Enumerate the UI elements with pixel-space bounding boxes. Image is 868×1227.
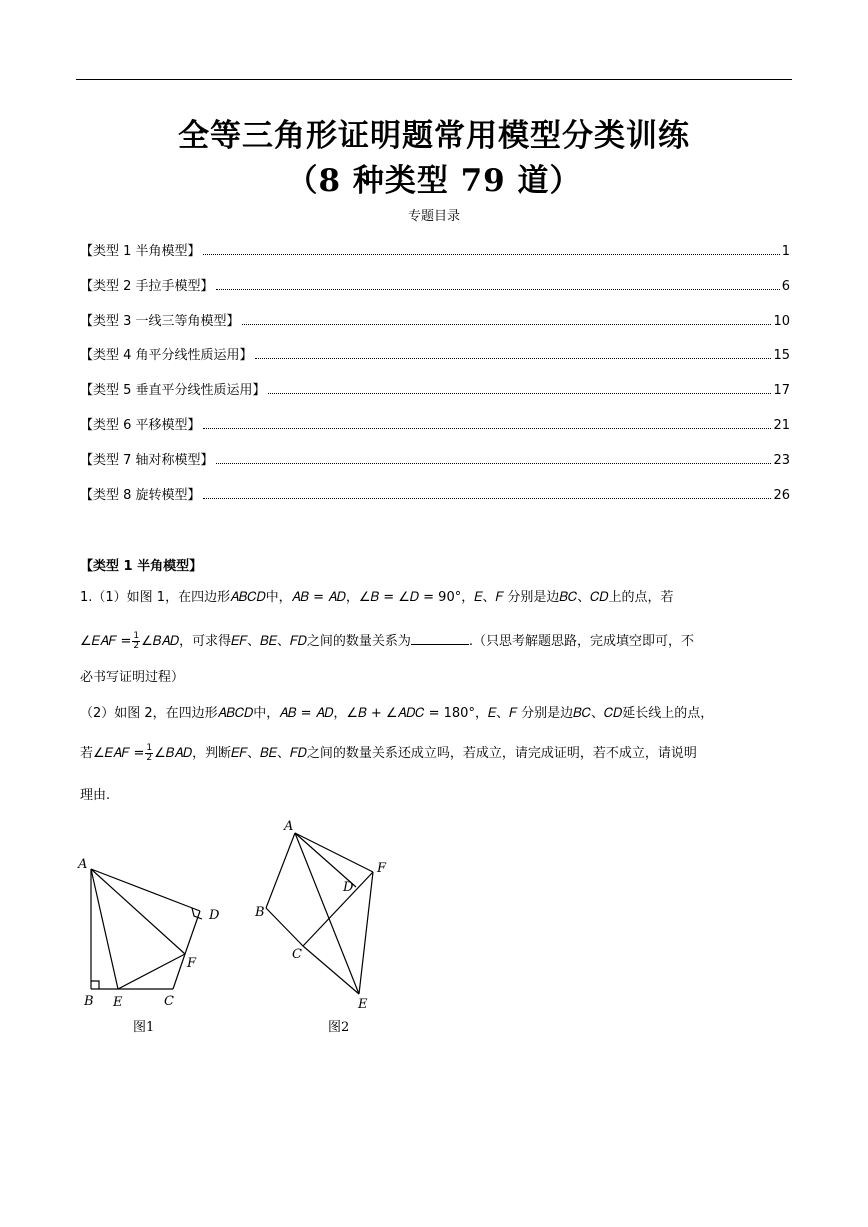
toc-entry-label: 【类型 7 轴对称模型】 bbox=[80, 452, 214, 468]
question-1-line-2 bbox=[80, 630, 790, 652]
fig1-label-e: E bbox=[113, 995, 123, 1010]
toc-entry-label: 【类型 2 手拉手模型】 bbox=[80, 278, 214, 294]
toc-entry[interactable] bbox=[80, 414, 790, 449]
toc-leader-dots bbox=[203, 498, 772, 499]
fraction-denominator: 2 bbox=[133, 641, 140, 651]
fig1-label-f: F bbox=[187, 956, 197, 971]
fig2-label-e: E bbox=[358, 997, 368, 1012]
fig2-label-a: A bbox=[284, 819, 294, 834]
figure-1 bbox=[91, 869, 202, 989]
fig1-label-d: D bbox=[209, 908, 220, 923]
fig2-label-d: D bbox=[343, 880, 354, 895]
section-heading: 【类型 1 半角模型】 bbox=[80, 559, 203, 574]
question-1-line-1: 1.（1）如图 1，在四边形𝐴𝐵𝐶𝐷中，𝐴𝐵 = 𝐴𝐷，∠𝐵 = ∠𝐷 = 90°，𝐸、𝐹 分别是边𝐵𝐶、𝐶𝐷上的点，若 bbox=[80, 590, 674, 605]
toc-entry-page: 17 bbox=[773, 383, 790, 399]
toc-entry-page: 15 bbox=[773, 348, 790, 364]
question-text: ∠𝐵𝐴𝐷，可求得𝐸𝐹、𝐵𝐸、𝐹𝐷之间的数量关系为 bbox=[141, 634, 411, 649]
fig2-edge-af bbox=[295, 833, 373, 872]
fig2-label-c: C bbox=[292, 947, 302, 962]
fig2-edge-ae bbox=[295, 833, 359, 994]
toc-entry[interactable] bbox=[80, 240, 790, 275]
question-2-line-2 bbox=[80, 744, 790, 764]
toc-entry[interactable] bbox=[80, 310, 790, 345]
fig2-edge-cf bbox=[303, 872, 373, 946]
question-text: 若∠𝐸𝐴𝐹 = bbox=[80, 746, 145, 761]
question-2-line-1: （2）如图 2，在四边形𝐴𝐵𝐶𝐷中，𝐴𝐵 = 𝐴𝐷，∠𝐵 + ∠𝐴𝐷𝐶 = 180°，𝐸、𝐹 分别是边𝐵𝐶、𝐶𝐷延长线上的点， bbox=[80, 706, 714, 721]
fig2-label-b: B bbox=[255, 905, 265, 920]
toc-leader-dots bbox=[216, 463, 772, 464]
toc-entry-page: 23 bbox=[773, 452, 790, 468]
page-subtitle: （8 种类型 79 道） bbox=[286, 163, 582, 199]
toc-entry[interactable] bbox=[80, 379, 790, 414]
fig1-label-c: C bbox=[164, 994, 174, 1009]
toc-entry-page: 21 bbox=[773, 417, 790, 433]
fig2-edge-bc bbox=[266, 908, 303, 946]
question-1-line-3: 必书写证明过程） bbox=[80, 670, 185, 685]
toc-entry-label: 【类型 5 垂直平分线性质运用】 bbox=[80, 383, 266, 399]
fig1-edge-ad bbox=[91, 869, 200, 911]
toc-entry-label: 【类型 8 旋转模型】 bbox=[80, 487, 201, 503]
fig2-edge-ef bbox=[359, 872, 373, 994]
fraction-denominator: 2 bbox=[146, 753, 153, 763]
toc-list bbox=[80, 240, 790, 518]
question-2-line-3: 理由. bbox=[80, 788, 111, 803]
toc-entry-label: 【类型 6 平移模型】 bbox=[80, 417, 201, 433]
toc-entry[interactable] bbox=[80, 344, 790, 379]
fig1-edge-ae bbox=[91, 869, 118, 989]
figure-2 bbox=[266, 833, 373, 994]
fraction-half bbox=[132, 632, 140, 651]
fig2-edge-ce bbox=[303, 946, 359, 994]
top-rule bbox=[76, 79, 792, 80]
toc-leader-dots bbox=[203, 254, 780, 255]
toc-leader-dots bbox=[268, 393, 772, 394]
toc-leader-dots bbox=[242, 324, 772, 325]
fig1-edge-af bbox=[91, 869, 185, 954]
fig2-label-f: F bbox=[377, 861, 387, 876]
toc-entry-page: 10 bbox=[773, 313, 790, 329]
toc-leader-dots bbox=[203, 428, 772, 429]
page-title: 全等三角形证明题常用模型分类训练 bbox=[178, 118, 690, 154]
fig1-label-a: A bbox=[78, 857, 88, 872]
toc-entry-label: 【类型 3 一线三等角模型】 bbox=[80, 313, 240, 329]
toc-entry-page: 1 bbox=[781, 244, 790, 259]
geometry-figures bbox=[70, 815, 410, 1015]
fraction-half bbox=[145, 744, 153, 763]
toc-entry[interactable] bbox=[80, 449, 790, 484]
fraction-numerator: 1 bbox=[133, 631, 140, 641]
toc-entry[interactable] bbox=[80, 275, 790, 310]
toc-entry-label: 【类型 4 角平分线性质运用】 bbox=[80, 348, 253, 364]
fig1-label-b: B bbox=[84, 994, 94, 1009]
fig2-edge-ad bbox=[295, 833, 356, 887]
toc-entry-page: 6 bbox=[781, 278, 790, 294]
question-text: ∠𝐵𝐴𝐷，判断𝐸𝐹、𝐵𝐸、𝐹𝐷之间的数量关系还成立吗，若成立，请完成证明，若不成立，请说明 bbox=[154, 746, 697, 761]
fig1-right-angle-b bbox=[91, 981, 99, 989]
toc-leader-dots bbox=[255, 358, 772, 359]
toc-entry-label: 【类型 1 半角模型】 bbox=[80, 244, 201, 259]
answer-blank[interactable] bbox=[411, 630, 469, 645]
toc-heading: 专题目录 bbox=[407, 209, 460, 224]
fig2-edge-ab bbox=[266, 833, 295, 908]
figure-2-caption: 图2 bbox=[328, 1020, 350, 1035]
toc-entry[interactable] bbox=[80, 484, 790, 519]
question-text: .（只思考解题思路，完成填空即可，不 bbox=[468, 634, 694, 649]
toc-leader-dots bbox=[216, 289, 780, 290]
fraction-numerator: 1 bbox=[146, 743, 153, 753]
question-text: ∠𝐸𝐴𝐹 = bbox=[80, 634, 132, 649]
figure-1-caption: 图1 bbox=[133, 1020, 155, 1035]
toc-entry-page: 26 bbox=[773, 487, 790, 503]
